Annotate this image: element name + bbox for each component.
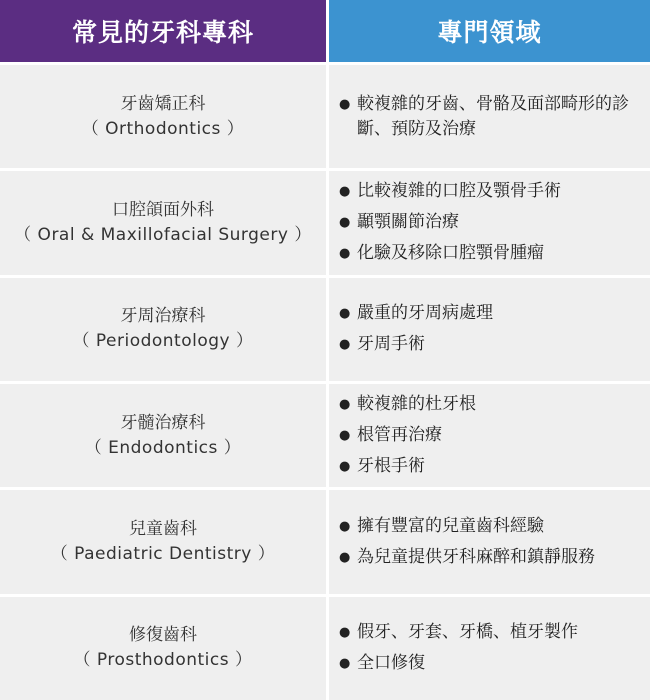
scope-item-text: 比較複雜的口腔及顎骨手術 (357, 181, 561, 202)
scope-cell (329, 597, 650, 700)
scope-item-text: 假牙、牙套、牙橋、植牙製作 (357, 622, 578, 643)
bullet-icon: ● (339, 428, 351, 444)
bullet-icon: ● (339, 306, 351, 322)
specialty-name: 牙髓治療科 (120, 412, 206, 433)
specialty-name: 修復齒科 (129, 625, 197, 646)
scope-item-text: 較複雜的杜牙根 (357, 394, 476, 415)
scope-item-text: 較複雜的牙齒、骨骼及面部畸形的診斷、預防及治療 (357, 93, 629, 139)
specialty-english-name: （ Paediatric Dentistry ） (50, 543, 276, 564)
table-row (0, 381, 650, 487)
specialty-cell (0, 65, 326, 168)
bullet-icon: ● (339, 518, 351, 534)
specialty-english-name: （ Oral & Maxillofacial Surgery ） (14, 224, 312, 245)
scope-cell (329, 384, 650, 487)
table-row (0, 275, 650, 381)
scope-list-item (339, 392, 640, 417)
specialty-english-name: （ Prosthodontics ） (73, 650, 253, 671)
header-scope: 專門領域 (329, 0, 650, 62)
scope-item-text: 擁有豐富的兒童齒科經驗 (357, 515, 544, 536)
specialty-english-name: （ Orthodontics ） (81, 118, 245, 139)
table-row (0, 487, 650, 593)
bullet-icon: ● (339, 246, 351, 262)
bullet-icon: ● (339, 625, 351, 641)
scope-list-item (339, 651, 640, 676)
scope-item-text: 牙周手術 (357, 334, 425, 355)
bullet-icon: ● (339, 184, 351, 200)
scope-cell (329, 65, 650, 168)
specialty-cell (0, 278, 326, 381)
specialty-name: 兒童齒科 (129, 518, 197, 539)
table-row (0, 62, 650, 168)
bullet-icon: ● (339, 215, 351, 231)
scope-list-item (339, 332, 640, 357)
header-specialty: 常見的牙科專科 (0, 0, 326, 62)
specialty-cell (0, 490, 326, 593)
specialty-cell (0, 384, 326, 487)
bullet-icon: ● (339, 549, 351, 565)
scope-list-item (339, 514, 640, 539)
bullet-icon: ● (339, 656, 351, 672)
scope-cell (329, 171, 650, 274)
scope-list-item (339, 620, 640, 645)
specialty-name: 牙齒矯正科 (120, 93, 206, 114)
scope-item-text: 為兒童提供牙科麻醉和鎮靜服務 (357, 546, 595, 567)
specialty-english-name: （ Periodontology ） (72, 331, 254, 352)
scope-item-text: 牙根手術 (357, 456, 425, 477)
scope-item-text: 全口修復 (357, 653, 425, 674)
scope-item-text: 嚴重的牙周病處理 (357, 303, 493, 324)
bullet-icon: ● (339, 459, 351, 475)
table-row (0, 594, 650, 700)
scope-cell (329, 490, 650, 593)
table-header (0, 0, 650, 62)
scope-list-item (339, 92, 640, 142)
table-row (0, 168, 650, 274)
scope-list-item (339, 179, 640, 204)
scope-item-text: 顳顎關節治療 (357, 212, 459, 233)
bullet-icon: ● (339, 96, 351, 112)
scope-list-item (339, 301, 640, 326)
specialty-english-name: （ Endodontics ） (84, 437, 242, 458)
scope-item-text: 根管再治療 (357, 425, 442, 446)
scope-list-item (339, 423, 640, 448)
specialty-name: 牙周治療科 (120, 306, 206, 327)
bullet-icon: ● (339, 397, 351, 413)
scope-item-text: 化驗及移除口腔顎骨腫瘤 (357, 243, 544, 264)
specialty-name: 口腔頜面外科 (112, 199, 214, 220)
bullet-icon: ● (339, 337, 351, 353)
scope-cell (329, 278, 650, 381)
scope-list-item (339, 454, 640, 479)
specialty-cell (0, 171, 326, 274)
specialty-cell (0, 597, 326, 700)
scope-list-item (339, 241, 640, 266)
scope-list-item (339, 210, 640, 235)
scope-list-item (339, 545, 640, 570)
table-body (0, 62, 650, 700)
